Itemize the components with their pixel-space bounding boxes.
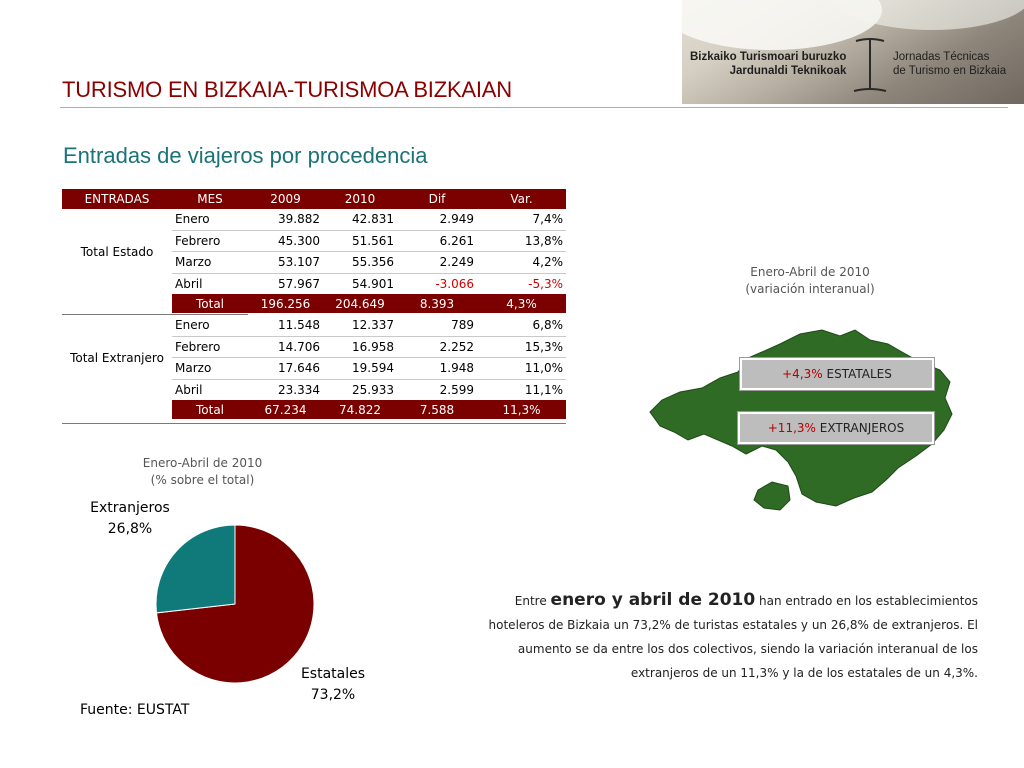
cell-dif: 789 [451, 318, 474, 332]
cell-var: 6,8% [532, 318, 563, 332]
pie-caption-line2: (% sobre el total) [150, 473, 255, 487]
cell-dif: -3.066 [397, 273, 477, 294]
paragraph-highlight: enero y abril de 2010 [550, 590, 756, 610]
cell-2010: 51.561 [323, 230, 397, 252]
cell-month: Enero [175, 212, 210, 227]
page-title: TURISMO EN BIZKAIA-TURISMOA BIZKAIAN [62, 77, 512, 102]
entries-table [62, 189, 566, 419]
cell-month: Marzo [172, 358, 248, 380]
cell-2009: 45.300 [248, 230, 323, 252]
callout-estatales [740, 358, 934, 390]
header-banner [682, 0, 1024, 104]
cell-dif: 2.949 [439, 212, 474, 227]
total-row-estado [62, 294, 566, 313]
group-label-estado: Total Estado [80, 244, 154, 259]
paragraph-intro: Entre [514, 594, 551, 608]
cell-var: 11,0% [477, 358, 566, 380]
total-var: 4,3% [477, 294, 566, 313]
cell-month: Marzo [172, 252, 248, 274]
callout-estatales-pct: +4,3% [782, 367, 823, 381]
callout-extranjeros-label: EXTRANJEROS [819, 421, 905, 435]
cell-2009: 23.334 [248, 379, 323, 400]
cell-var: 13,8% [477, 230, 566, 252]
total-dif: 7.588 [397, 400, 477, 419]
page-subtitle: Entradas de viajeros por procedencia [63, 143, 428, 168]
pie-caption [125, 455, 280, 489]
pie-label-extranjeros-value: 26,8% [107, 521, 153, 537]
table-bottom-rule [62, 423, 566, 424]
cell-month: Abril [172, 379, 248, 400]
total-2009: 67.234 [248, 400, 323, 419]
cell-2009: 39.882 [278, 212, 320, 227]
cell-dif: 6.261 [397, 230, 477, 252]
cell-dif: 2.599 [397, 379, 477, 400]
source-note: Fuente: EUSTAT [80, 702, 190, 718]
callout-extranjeros [738, 412, 934, 444]
total-var: 11,3% [477, 400, 566, 419]
total-2010: 204.649 [323, 294, 397, 313]
pie-label-extranjeros [78, 498, 182, 540]
cell-var: 11,1% [477, 379, 566, 400]
group-label-extranjero: Total Extranjero [70, 350, 164, 365]
table-header-row [62, 189, 566, 209]
cell-2010: 16.958 [323, 336, 397, 358]
cell-month: Abril [172, 273, 248, 294]
total-2009: 196.256 [248, 294, 323, 313]
table-row [62, 209, 566, 230]
paragraph-body: han entrado en los establecimientos hoteleros de Bizkaia un 73,2% de turistas estatales y un 26,8% de extranjeros. El aumento se da entre los dos colectivos, siendo la variación interanual de los extranjeros de un 11,3% y la de los estatales de un 4,3%. [488, 594, 978, 680]
callout-extranjeros-pct: +11,3% [767, 421, 816, 435]
banner-basque-text [690, 50, 846, 78]
banner-left-line2: Jardunaldi Teknikoak [729, 65, 847, 77]
header-mes: MES [172, 189, 248, 209]
map-caption-line2: (variación interanual) [745, 282, 875, 296]
pie-caption-line1: Enero-Abril de 2010 [142, 456, 263, 470]
pie-label-extranjeros-name: Extranjeros [90, 500, 170, 516]
callout-estatales-label: ESTATALES [826, 367, 892, 381]
cell-var: 4,2% [477, 252, 566, 274]
banner-left-line1: Bizkaiko Turismoari buruzko [690, 51, 847, 63]
cell-month: Enero [175, 318, 210, 333]
cell-2009: 57.967 [248, 273, 323, 294]
title-divider [60, 107, 1008, 108]
cell-dif: 2.252 [397, 336, 477, 358]
cell-2009: 17.646 [248, 358, 323, 380]
bizkaia-enclave-shape [754, 482, 790, 510]
cell-2009: 11.548 [278, 318, 320, 332]
banner-spanish-text [893, 50, 1006, 78]
cell-2009: 53.107 [248, 252, 323, 274]
cell-2009: 14.706 [248, 336, 323, 358]
header-2010: 2010 [323, 189, 397, 209]
map-caption-line1: Enero-Abril de 2010 [750, 265, 870, 279]
total-label: Total [172, 400, 248, 419]
cell-2010: 42.831 [352, 212, 394, 227]
cell-2010: 55.356 [323, 252, 397, 274]
cell-2010: 19.594 [323, 358, 397, 380]
cell-2010: 25.933 [323, 379, 397, 400]
banner-right-line2: de Turismo en Bizkaia [893, 65, 1007, 77]
total-row-extranjero [62, 400, 566, 419]
cell-month: Febrero [172, 336, 248, 358]
pie-label-estatales-name: Estatales [300, 666, 366, 682]
cell-dif: 1.948 [397, 358, 477, 380]
header-2009: 2009 [248, 189, 323, 209]
cell-var: 7,4% [532, 212, 563, 227]
cell-var: -5,3% [477, 273, 566, 294]
summary-paragraph [468, 588, 978, 685]
cell-2010: 54.901 [323, 273, 397, 294]
map-caption [735, 264, 885, 298]
pie-label-estatales-value: 73,2% [310, 687, 356, 703]
pie-label-estatales [290, 664, 376, 706]
total-2010: 74.822 [323, 400, 397, 419]
cell-2010: 12.337 [352, 318, 394, 332]
table-row [62, 315, 566, 337]
cell-var: 15,3% [477, 336, 566, 358]
total-label: Total [172, 294, 248, 313]
cell-dif: 2.249 [397, 252, 477, 274]
cell-month: Febrero [172, 230, 248, 252]
header-entradas: ENTRADAS [62, 189, 172, 209]
jornadas-logo-icon [850, 37, 890, 95]
banner-right-line1: Jornadas Técnicas [893, 51, 990, 63]
header-dif: Dif [397, 189, 477, 209]
total-dif: 8.393 [397, 294, 477, 313]
header-var: Var. [477, 189, 566, 209]
